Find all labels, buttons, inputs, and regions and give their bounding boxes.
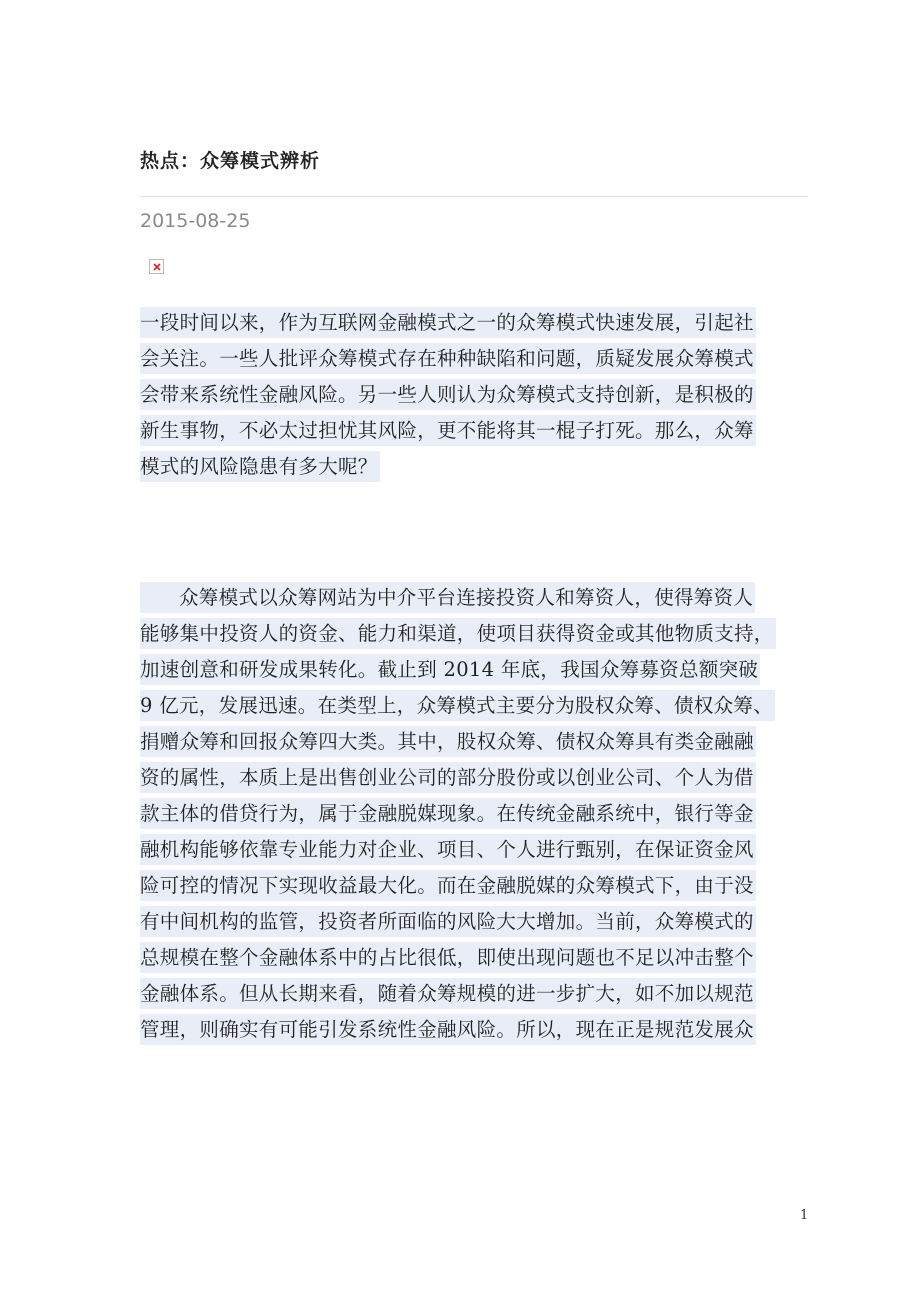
paragraph-line: 款主体的借贷行为，属于金融脱媒现象。在传统金融系统中，银行等金 <box>140 796 808 832</box>
paragraph-line: 捐赠众筹和回报众筹四大类。其中，股权众筹、债权众筹具有类金融融 <box>140 724 808 760</box>
paragraph-line: 金融体系。但从长期来看，随着众筹规模的进一步扩大，如不加以规范 <box>140 976 808 1012</box>
paragraph-line: 新生事物，不必太过担忧其风险，更不能将其一棍子打死。那么，众筹 <box>140 413 808 449</box>
paragraph-line: 融机构能够依靠专业能力对企业、项目、个人进行甄别，在保证资金风 <box>140 832 808 868</box>
paragraph-line: 模式的风险隐患有多大呢？ <box>140 449 808 485</box>
page-title: 热点：众筹模式辨析 <box>140 150 321 172</box>
paragraph-line: 一段时间以来，作为互联网金融模式之一的众筹模式快速发展，引起社 <box>140 305 808 341</box>
paragraph-line: 会关注。一些人批评众筹模式存在种种缺陷和问题，质疑发展众筹模式 <box>140 341 808 377</box>
paragraph-intro <box>140 305 808 485</box>
broken-image-icon <box>149 259 164 274</box>
paragraph-line: 总规模在整个金融体系中的占比很低，即使出现问题也不足以冲击整个 <box>140 940 808 976</box>
paragraph-line: 众筹模式以众筹网站为中介平台连接投资人和筹资人，使得筹资人 <box>140 580 808 616</box>
paragraph-body <box>140 580 808 1048</box>
paragraph-line: 管理，则确实有可能引发系统性金融风险。所以，现在正是规范发展众 <box>140 1012 808 1048</box>
page-number: 1 <box>800 1208 809 1223</box>
paragraph-line: 有中间机构的监管，投资者所面临的风险大大增加。当前，众筹模式的 <box>140 904 808 940</box>
paragraph-line: 9 亿元，发展迅速。在类型上，众筹模式主要分为股权众筹、债权众筹、 <box>140 688 808 724</box>
paragraph-line: 险可控的情况下实现收益最大化。而在金融脱媒的众筹模式下，由于没 <box>140 868 808 904</box>
paragraph-line: 能够集中投资人的资金、能力和渠道，使项目获得资金或其他物质支持， <box>140 616 808 652</box>
paragraph-line: 资的属性，本质上是出售创业公司的部分股份或以创业公司、个人为借 <box>140 760 808 796</box>
paragraph-line: 加速创意和研发成果转化。截止到 2014 年底，我国众筹募资总额突破 <box>140 652 808 688</box>
title-divider <box>140 196 808 197</box>
post-date: 2015-08-25 <box>140 210 251 232</box>
paragraph-line: 会带来系统性金融风险。另一些人则认为众筹模式支持创新，是积极的 <box>140 377 808 413</box>
